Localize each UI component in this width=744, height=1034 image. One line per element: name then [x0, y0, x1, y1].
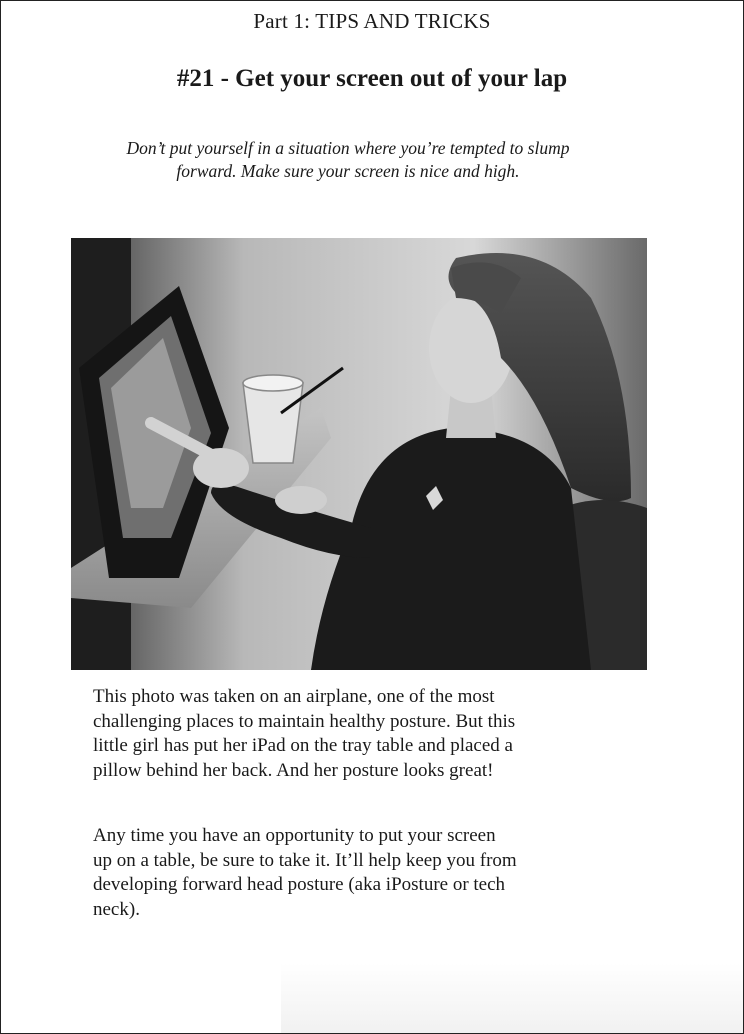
body-paragraph — [93, 824, 593, 922]
subtitle — [91, 137, 605, 183]
paragraph-line: challenging places to maintain healthy posture. But this — [93, 710, 516, 732]
subtitle-line: forward. Make sure your screen is nice and high. — [176, 161, 520, 181]
page-title: #21 - Get your screen out of your lap — [176, 65, 568, 92]
body-paragraph — [93, 685, 593, 783]
page-shadow — [281, 963, 743, 1033]
paragraph-line: Any time you have an opportunity to put your screen — [93, 825, 496, 846]
paragraph-line: pillow behind her back. And her posture looks great! — [93, 759, 494, 781]
paragraph-line: developing forward head posture (aka iPosture or tech — [93, 874, 506, 895]
subtitle-line: Don’t put yourself in a situation where you’re tempted to slump — [126, 138, 570, 158]
paragraph-line: up on a table, be sure to take it. It’ll help keep you from — [93, 849, 517, 871]
running-head: Part 1: TIPS AND TRICKS — [253, 9, 491, 33]
photo-illustration — [71, 238, 647, 670]
airplane-photo — [71, 238, 647, 670]
paragraph-line: little girl has put her iPad on the tray table and placed a — [93, 735, 513, 756]
paragraph-line: This photo was taken on an airplane, one of the most — [93, 686, 495, 707]
paragraph-line: neck). — [93, 898, 140, 920]
